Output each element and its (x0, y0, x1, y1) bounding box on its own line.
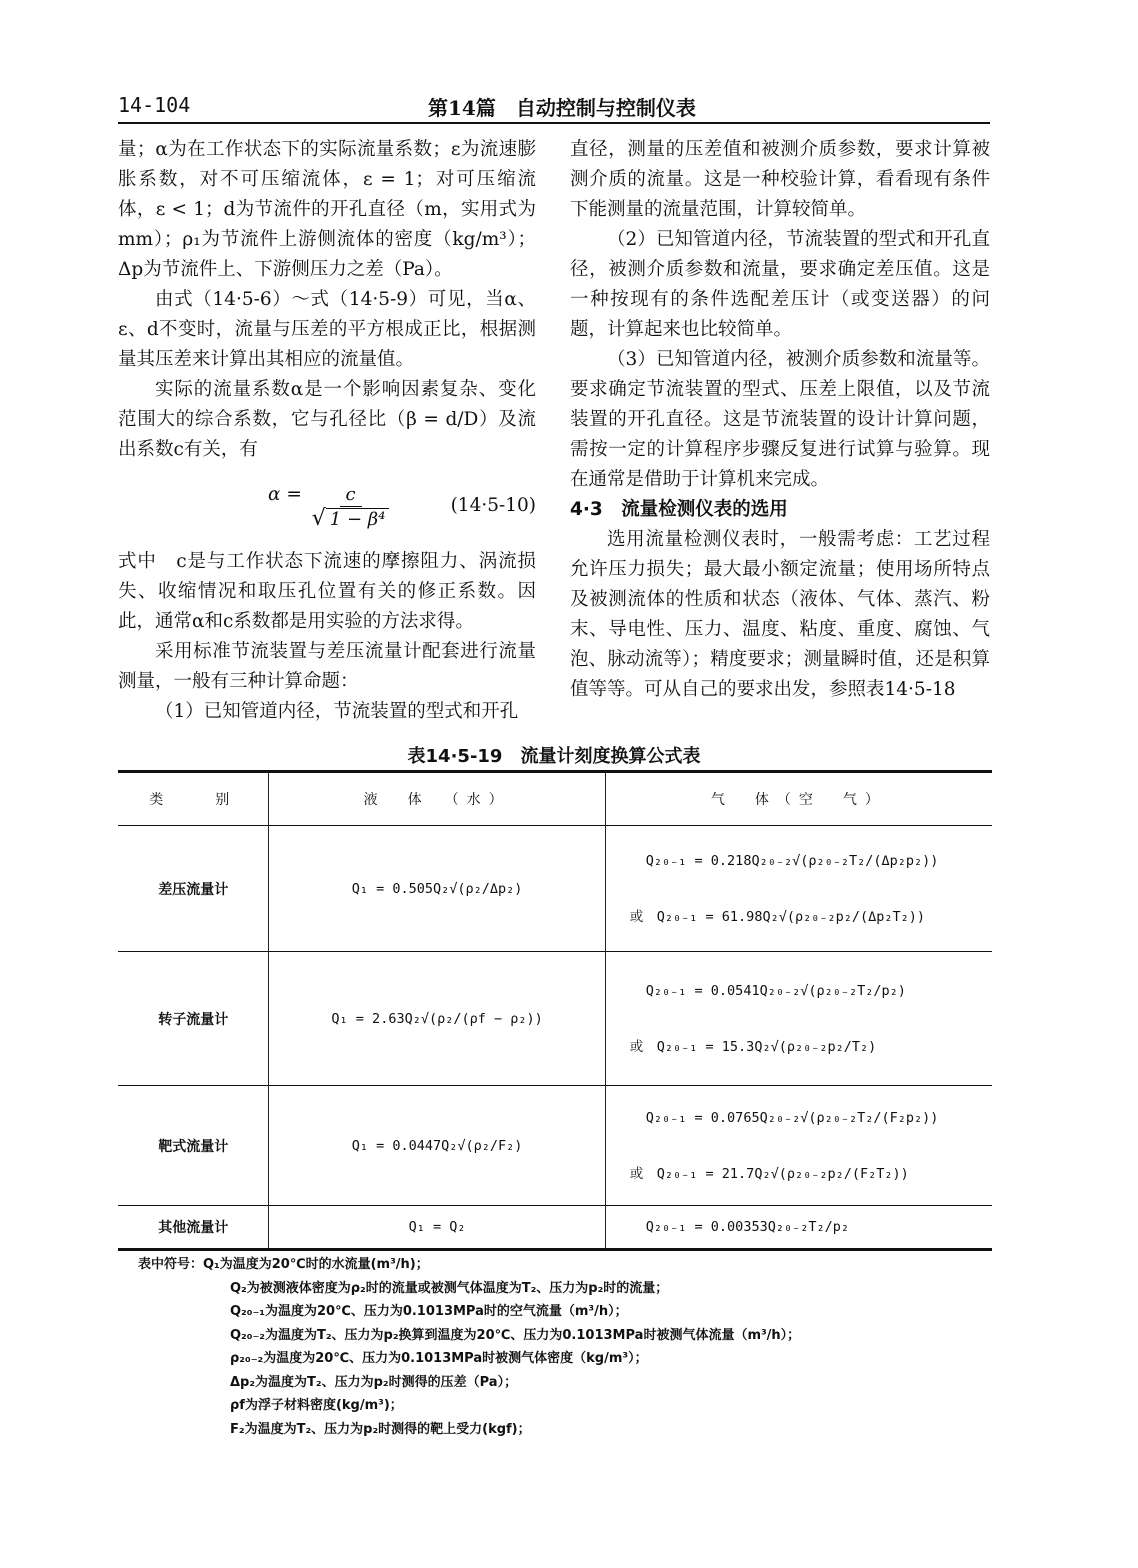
gas-formula-alt: 或 Q₂₀₋₁ = 15.3Q₂√(ρ₂₀₋₂p₂/T₂) (629, 1038, 877, 1055)
paragraph: 式中 c是与工作状态下流速的摩擦阻力、涡流损失、收缩情况和取压孔位置有关的修正系数。因此，通常α和c系数都是用实验的方法求得。 (118, 551, 536, 632)
liquid-formula: Q₁ = Q₂ (408, 1219, 466, 1235)
table-header-row (118, 772, 992, 826)
note-line: F₂为温度为T₂、压力为p₂时测得的靶上受力(kgf)； (230, 1421, 531, 1437)
table-row (118, 1206, 992, 1250)
paragraph: （2）已知管道内径，节流装置的型式和开孔直径，被测介质参数和流量，要求确定差压值。这是一种按现有的条件选配差压计（或变送器）的问题，计算起来也比较简单。 (570, 229, 990, 340)
note-line: ρf为浮子材料密度(kg/m³)； (230, 1398, 403, 1413)
formula-fraction (312, 484, 390, 532)
right-column (570, 135, 990, 705)
paragraph: 直径，测量的压差值和被测介质参数，要求计算被测介质的流量。这是一种校验计算，看看现有条件下能测量的流量范围，计算较简单。 (570, 139, 990, 220)
paragraph: （3）已知管道内径，被测介质参数和流量等。要求确定节流装置的型式、压差上限值，以及节流装置的开孔直径。这是节流装置的设计计算问题，需按一定的计算程序步骤反复进行试算与验算。现在通常是借助于计算机来完成。 (570, 349, 990, 490)
liquid-formula: Q₁ = 2.63Q₂√(ρ₂/(ρf − ρ₂)) (331, 1010, 543, 1027)
note-line: 表中符号：Q₁为温度为20℃时的水流量(m³/h)； (138, 1257, 429, 1272)
formula-lhs: α = (268, 484, 302, 505)
page-number: 14-104 (118, 93, 191, 117)
table-row (118, 1086, 992, 1206)
formula-number: (14·5-10) (450, 495, 536, 516)
formula-14-5-10 (118, 471, 536, 541)
row-category: 差压流量计 (158, 881, 229, 898)
left-column (118, 135, 536, 727)
table-row (118, 826, 992, 952)
sqrt-icon: √ (311, 506, 326, 531)
note-line: Q₂₀₋₂为温度为T₂、压力为p₂换算到温度为20℃、压力为0.1013MPa时被测气体流量（m³/h）； (230, 1327, 801, 1343)
note-line: Q₂₀₋₁为温度为20℃、压力为0.1013MPa时的空气流量（m³/h）； (230, 1304, 628, 1319)
header-rule (118, 122, 990, 124)
note-line: ρ₂₀₋₂为温度为20℃、压力为0.1013MPa时被测气体密度（kg/m³）； (230, 1351, 648, 1366)
formula-denominator: 1 − β⁴ (326, 508, 390, 530)
column-header-category: 类 别 (149, 792, 238, 808)
gas-formula: Q₂₀₋₁ = 0.218Q₂₀₋₂√(ρ₂₀₋₂T₂/(Δp₂p₂)) (645, 852, 939, 869)
section-heading: 4·3 流量检测仪表的选用 (570, 499, 788, 520)
column-header-liquid: 液 体 （水） (269, 772, 605, 826)
row-category: 其他流量计 (158, 1220, 229, 1236)
paragraph: 由式（14·5-6）～式（14·5-9）可见，当α、ε、d不变时，流量与压差的平方根成正比，根据测量其压差来计算出其相应的流量值。 (118, 289, 536, 370)
paragraph: 选用流量检测仪表时，一般需考虑：工艺过程允许压力损失；最大最小额定流量；使用场所特点及被测流体的性质和状态（液体、气体、蒸汽、粉末、导电性、压力、温度、粘度、重度、腐蚀、气泡、脉动流等）；精度要求；测量瞬时值，还是积算值等等。可从自己的要求出发，参照表14·5-18 (570, 529, 990, 700)
gas-formula: Q₂₀₋₁ = 0.0765Q₂₀₋₂√(ρ₂₀₋₂T₂/(F₂p₂)) (645, 1109, 939, 1126)
paragraph: （1）已知管道内径，节流装置的型式和开孔 (155, 701, 519, 722)
gas-formula: Q₂₀₋₁ = 0.0541Q₂₀₋₂√(ρ₂₀₋₂T₂/p₂) (645, 982, 906, 999)
column-header-gas: 气 体（空 气） (605, 772, 992, 826)
liquid-formula: Q₁ = 0.0447Q₂√(ρ₂/F₂) (351, 1137, 523, 1154)
gas-formula: Q₂₀₋₁ = 0.00353Q₂₀₋₂T₂/p₂ (645, 1219, 849, 1235)
gas-formula-alt: 或 Q₂₀₋₁ = 21.7Q₂√(ρ₂₀₋₂p₂/(F₂T₂)) (629, 1165, 909, 1182)
table-notes (138, 1253, 998, 1441)
paragraph: 实际的流量系数α是一个影响因素复杂、变化范围大的综合系数，它与孔径比（β = d/D）及流出系数c有关，有 (118, 379, 536, 460)
running-header-title: 第14篇 自动控制与控制仪表 (428, 96, 696, 120)
gas-formula-alt: 或 Q₂₀₋₁ = 61.98Q₂√(ρ₂₀₋₂p₂/(Δp₂T₂)) (629, 908, 925, 925)
paragraph: 量；α为在工作状态下的实际流量系数；ε为流速膨胀系数，对不可压缩流体，ε = 1；对可压缩流体，ε < 1；d为节流件的开孔直径（m，实用式为mm）；ρ₁为节流件上游侧流体的密度（kg/m³）；Δp为节流件上、下游侧压力之差（Pa）。 (118, 139, 536, 280)
table-caption: 表14·5-19 流量计刻度换算公式表 (407, 746, 701, 767)
table-row (118, 952, 992, 1086)
row-category: 靶式流量计 (158, 1138, 229, 1155)
row-category: 转子流量计 (158, 1011, 229, 1028)
paragraph: 采用标准节流装置与差压流量计配套进行流量测量，一般有三种计算命题： (118, 641, 536, 692)
note-line: Δp₂为温度为T₂、压力为p₂时测得的压差（Pa）； (230, 1374, 518, 1390)
note-line: Q₂为被测液体密度为ρ₂时的流量或被测气体温度为T₂、压力为p₂时的流量； (230, 1280, 669, 1296)
formula-numerator: c (340, 484, 362, 507)
conversion-formula-table (118, 770, 992, 1251)
liquid-formula: Q₁ = 0.505Q₂√(ρ₂/Δp₂) (351, 880, 523, 897)
